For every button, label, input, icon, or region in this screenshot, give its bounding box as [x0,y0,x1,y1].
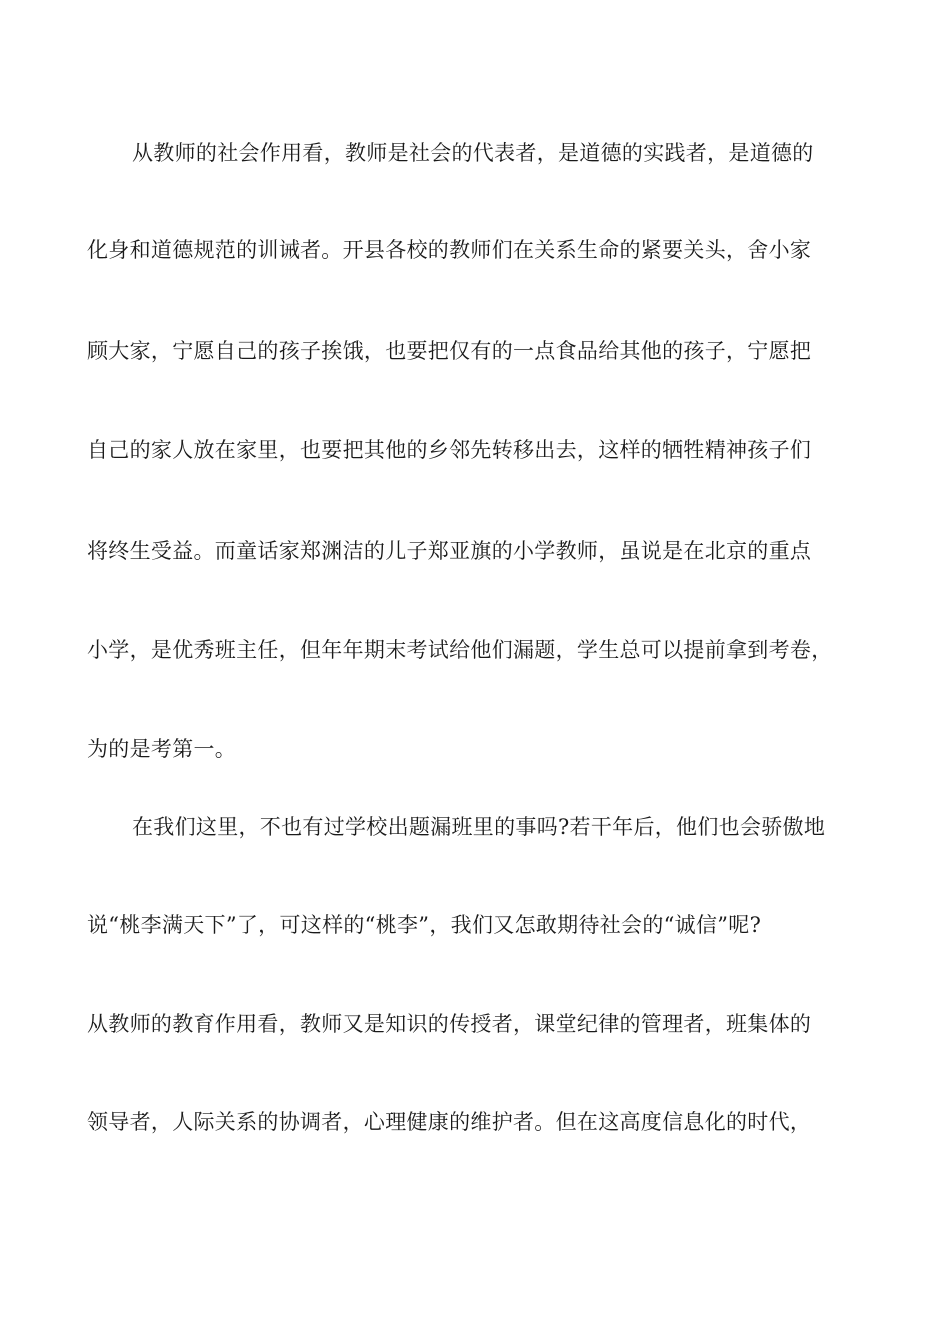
paragraph-2-line-1: 在我们这里，不也有过学校出题漏班里的事吗?若干年后，他们也会骄傲地 [132,815,826,839]
paragraph-1-line-6: 小学，是优秀班主任，但年年期末考试给他们漏题，学生总可以提前拿到考卷， [87,638,833,662]
paragraph-1-line-3: 顾大家，宁愿自己的孩子挨饿，也要把仅有的一点食品给其他的孩子，宁愿把 [87,339,812,363]
paragraph-1-line-7: 为的是考第一。 [87,737,237,761]
paragraph-1-line-2: 化身和道德规范的训诫者。开县各校的教师们在关系生命的紧要关头，舍小家 [87,238,812,262]
paragraph-1-line-5: 将终生受益。而童话家郑渊洁的儿子郑亚旗的小学教师，虽说是在北京的重点 [87,539,812,563]
paragraph-2-line-2: 说“桃李满天下”了，可这样的“桃李”，我们又怎敢期待社会的“诚信”呢? [87,913,762,937]
paragraph-2-line-4: 领导者，人际关系的协调者，心理健康的维护者。但在这高度信息化的时代， [87,1110,812,1134]
paragraph-1-line-4: 自己的家人放在家里，也要把其他的乡邻先转移出去，这样的牺牲精神孩子们 [87,438,812,462]
paragraph-1-line-1: 从教师的社会作用看，教师是社会的代表者，是道德的实践者，是道德的 [132,141,814,165]
paragraph-2-line-3: 从教师的教育作用看，教师又是知识的传授者，课堂纪律的管理者，班集体的 [87,1012,812,1036]
